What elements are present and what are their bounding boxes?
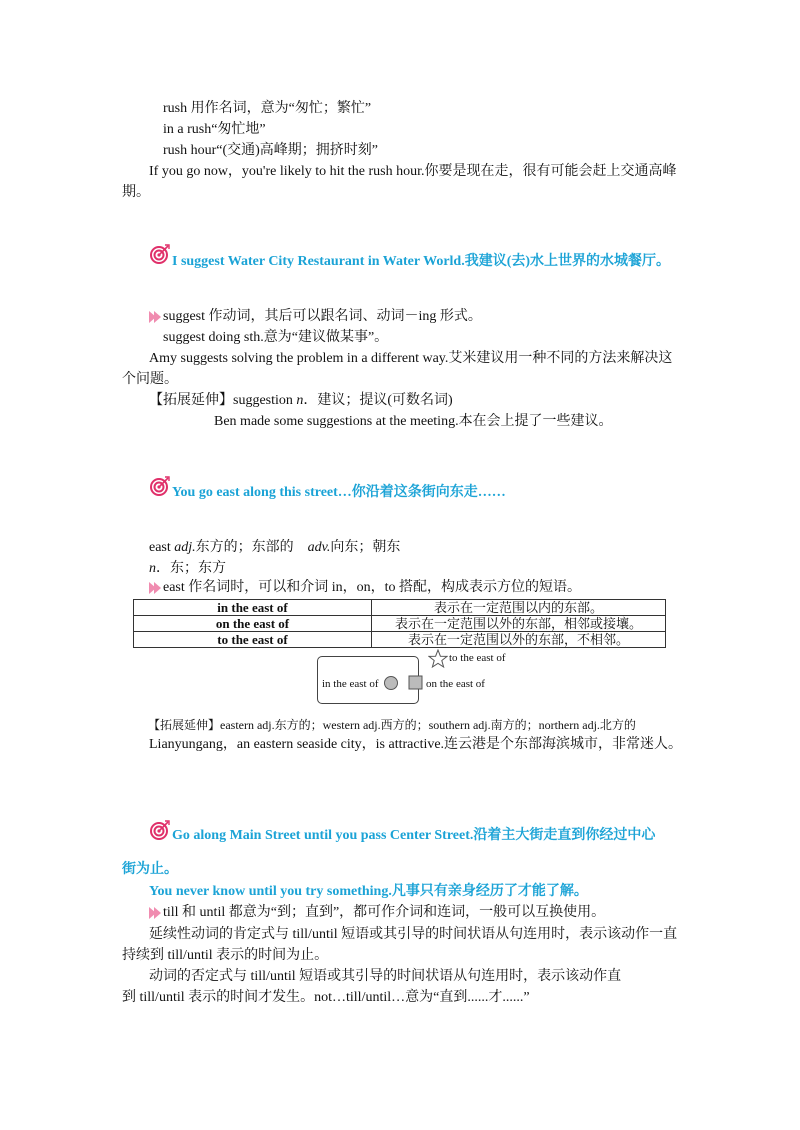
table-row xyxy=(134,616,666,632)
negative-usage-cont: 到 till/until 表示的时间才发生。not…till/until…意为“直到......才......” xyxy=(122,990,530,1005)
phrase-cell: to the east of xyxy=(134,632,372,648)
lianyungang-example-line: Lianyungang，an eastern seaside city，is attractive.连云港是个东部海滨城市，非常迷人。 xyxy=(149,737,683,752)
positive-usage-line: 延续性动词的肯定式与 till/until 短语或其引导的时间状语从句连用时，表示该动作一直 xyxy=(149,927,678,942)
square-marker-icon xyxy=(408,675,424,691)
east-definition-line xyxy=(149,538,400,558)
east-phrases-table xyxy=(133,599,666,648)
rush-example-cont: 期。 xyxy=(122,185,150,200)
suggest-usage-line xyxy=(149,307,482,327)
east-note-text: east 作名词时，可以和介词 in，on，to 搭配，构成表示方位的短语。 xyxy=(163,580,582,595)
noun-meaning: ．东；东方 xyxy=(156,561,226,576)
on-the-east-label: on the east of xyxy=(426,678,485,690)
double-arrow-icon xyxy=(154,582,161,594)
to-the-east-label: to the east of xyxy=(449,652,506,664)
section-heading-until: Go along Main Street until you pass Center Street.沿着主大街走直到你经过中心 xyxy=(172,828,656,843)
direction-extension-line: 【拓展延伸】eastern adj.东方的；western adj.西方的；southern adj.南方的；northern adj.北方的 xyxy=(148,718,636,732)
east-noun-line xyxy=(149,559,226,579)
table-row xyxy=(134,600,666,616)
meaning-cell: 表示在一定范围以外的东部，相邻或接壤。 xyxy=(372,616,666,632)
rush-noun-line: rush 用作名词，意为“匆忙；繁忙” xyxy=(163,101,372,116)
till-until-text: till 和 until 都意为“到；直到”，都可作介词和连词，一般可以互换使用。 xyxy=(163,905,606,920)
meaning-cell: 表示在一定范围以外的东部，不相邻。 xyxy=(372,632,666,648)
adj-meaning: 东方的；东部的 xyxy=(195,540,308,555)
double-arrow-icon xyxy=(154,907,161,919)
target-icon xyxy=(150,244,170,264)
phrase-cell: in the east of xyxy=(134,600,372,616)
section-heading-east: You go east along this street…你沿着这条街向东走…… xyxy=(172,485,506,500)
target-icon xyxy=(150,476,170,496)
phrase-cell: on the east of xyxy=(134,616,372,632)
extension-label: 【拓展延伸】suggestion xyxy=(149,393,293,408)
in-the-east-label: in the east of xyxy=(322,678,379,690)
rush-hour-line: rush hour“(交通)高峰期；拥挤时刻” xyxy=(163,143,379,158)
extension-meaning: ．建议；提议(可数名词) xyxy=(303,393,453,408)
noun-label: n xyxy=(149,561,156,576)
suggestion-extension-line xyxy=(149,391,453,411)
till-until-line xyxy=(149,903,605,923)
suggest-doing-line: suggest doing sth.意为“建议做某事”。 xyxy=(163,330,389,345)
table-row xyxy=(134,632,666,648)
suggest-example-line: Amy suggests solving the problem in a different way.艾米建议用一种不同的方法来解决这 xyxy=(149,351,673,366)
rush-example-line: If you go now，you're likely to hit the rush hour.你要是现在走，很有可能会赶上交通高峰 xyxy=(149,164,677,179)
target-icon xyxy=(150,820,170,840)
star-icon xyxy=(428,649,448,669)
negative-usage-line: 动词的否定式与 till/until 短语或其引导的时间状语从句连用时，表示该动作直 xyxy=(149,969,622,984)
adv-meaning: 向东；朝东 xyxy=(330,540,401,555)
section-heading-suggest: I suggest Water City Restaurant in Water World.我建议(去)水上世界的水城餐厅。 xyxy=(172,254,671,269)
adj-label: adj. xyxy=(174,540,196,555)
until-proverb-line: You never know until you try something.凡事只有亲身经历了才能了解。 xyxy=(149,884,588,899)
meaning-cell: 表示在一定范围以内的东部。 xyxy=(372,600,666,616)
suggest-example-cont: 个问题。 xyxy=(122,372,178,387)
positive-usage-cont: 持续到 till/until 表示的时间为止。 xyxy=(122,948,329,963)
circle-marker-icon xyxy=(383,675,401,693)
section-heading-until-cont: 街为止。 xyxy=(122,862,178,877)
adv-label: adv. xyxy=(307,540,331,555)
suggestion-example-line: Ben made some suggestions at the meeting.本在会上提了一些建议。 xyxy=(214,414,613,429)
east-note-line xyxy=(149,578,581,598)
east-word: east xyxy=(149,540,175,555)
part-of-speech: n xyxy=(296,393,304,408)
double-arrow-icon xyxy=(154,311,161,323)
suggest-usage-text: suggest 作动词，其后可以跟名词、动词－ing 形式。 xyxy=(163,309,482,324)
in-a-rush-line: in a rush“匆忙地” xyxy=(163,122,266,137)
